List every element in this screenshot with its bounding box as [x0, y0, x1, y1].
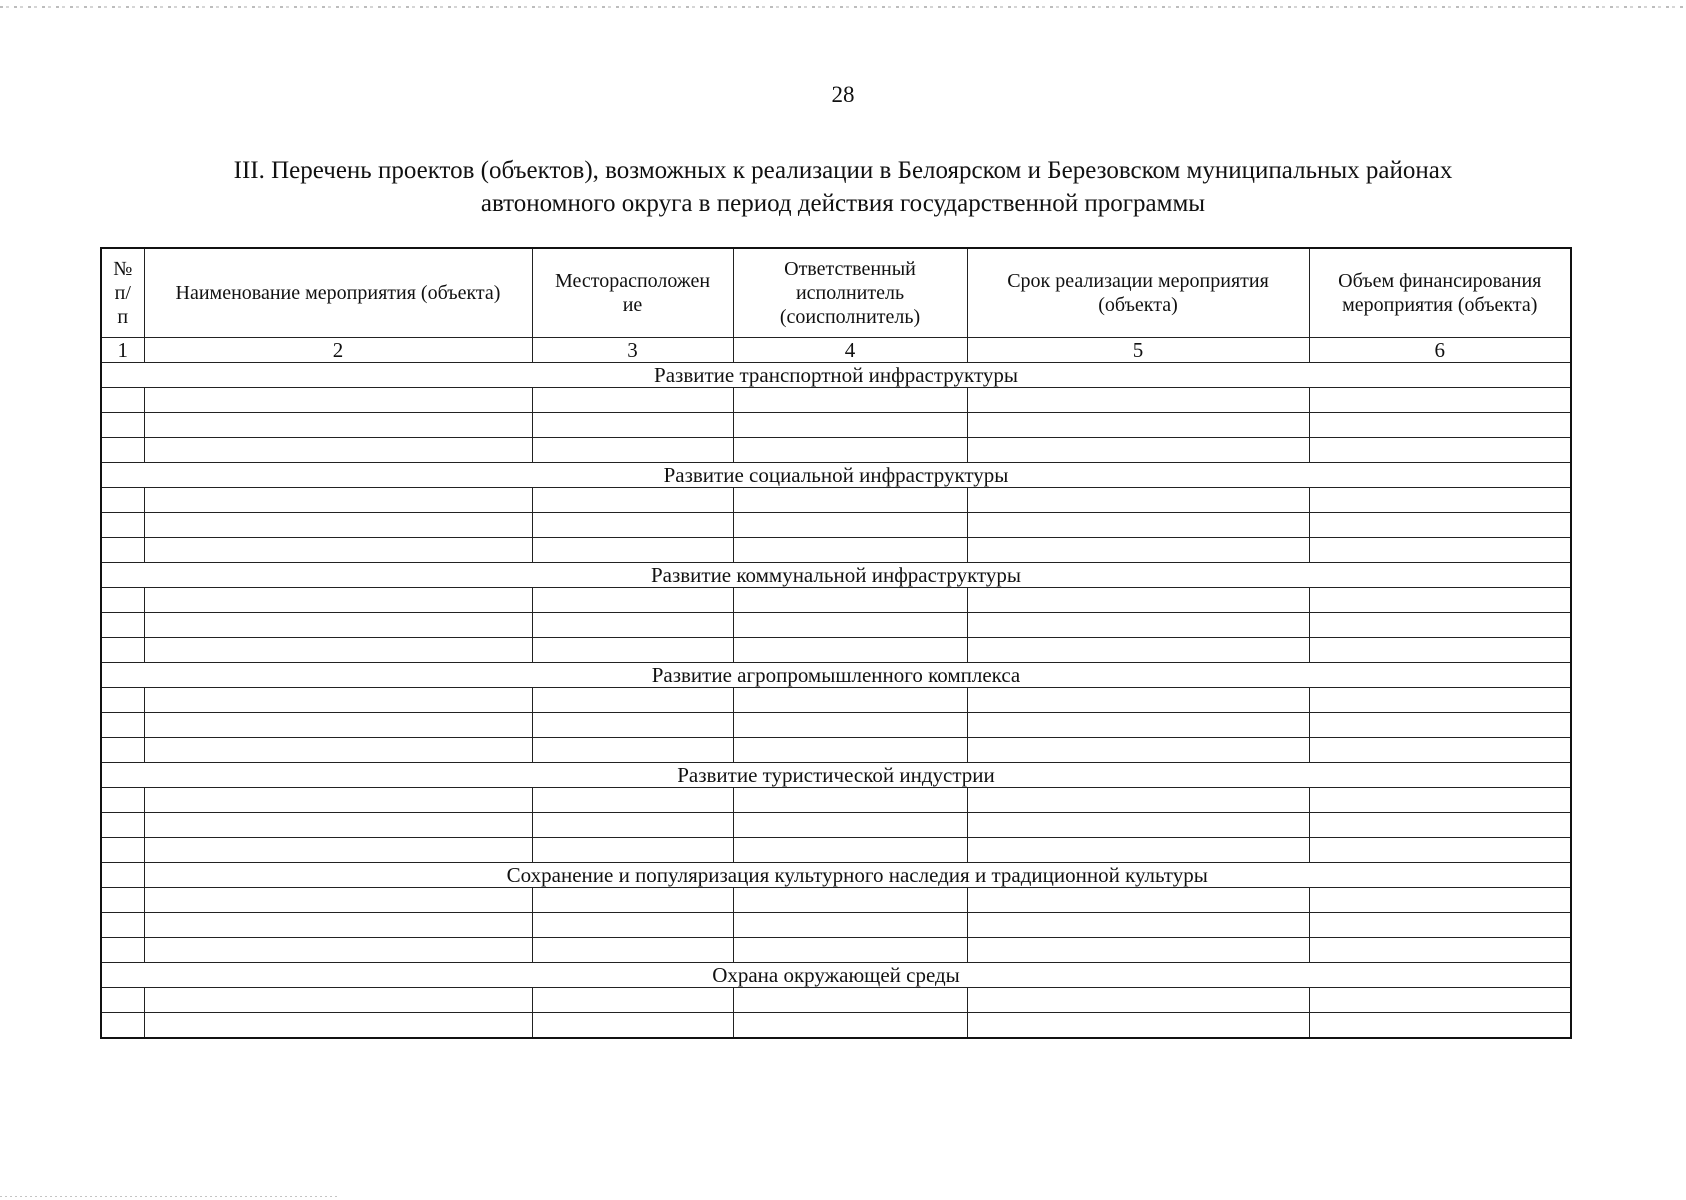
section-row [101, 363, 1571, 388]
empty-cell[interactable] [1309, 438, 1571, 463]
header-location-line-1: Месторасположен [554, 270, 711, 292]
table-row [101, 388, 1571, 413]
table-row [101, 988, 1571, 1013]
column-number: 5 [967, 338, 1309, 363]
empty-cell[interactable] [144, 1013, 532, 1039]
empty-cell[interactable] [532, 913, 733, 938]
section-title-social: Развитие социальной инфраструктуры [101, 463, 1571, 488]
empty-cell[interactable] [101, 513, 144, 538]
empty-cell[interactable] [967, 938, 1309, 963]
empty-cell[interactable] [101, 613, 144, 638]
empty-cell[interactable] [1309, 913, 1571, 938]
empty-cell[interactable] [733, 488, 967, 513]
empty-cell[interactable] [532, 688, 733, 713]
empty-cell[interactable] [967, 888, 1309, 913]
empty-cell[interactable] [733, 388, 967, 413]
empty-cell[interactable] [532, 488, 733, 513]
header-term [967, 248, 1309, 338]
empty-cell[interactable] [101, 688, 144, 713]
empty-cell[interactable] [967, 713, 1309, 738]
table-row [101, 638, 1571, 663]
empty-cell[interactable] [733, 588, 967, 613]
empty-cell[interactable] [144, 413, 532, 438]
empty-cell[interactable] [967, 813, 1309, 838]
empty-cell[interactable] [733, 713, 967, 738]
empty-cell[interactable] [101, 588, 144, 613]
table-row [101, 1013, 1571, 1039]
header-name: Наименование мероприятия (объекта) [144, 248, 532, 338]
empty-cell[interactable] [101, 838, 144, 863]
empty-cell[interactable] [967, 438, 1309, 463]
empty-cell[interactable] [967, 913, 1309, 938]
empty-cell[interactable] [144, 438, 532, 463]
table-row [101, 513, 1571, 538]
empty-cell[interactable] [144, 488, 532, 513]
section-row [101, 563, 1571, 588]
table-row [101, 538, 1571, 563]
title-line-1: III. Перечень проектов (объектов), возможных к реализации в Белоярском и Березовском муниципальных районах [233, 157, 1453, 184]
table-row [101, 613, 1571, 638]
table-row [101, 813, 1571, 838]
empty-cell[interactable] [101, 888, 144, 913]
table-row [101, 488, 1571, 513]
empty-cell[interactable] [1309, 613, 1571, 638]
empty-cell[interactable] [144, 988, 532, 1013]
empty-cell[interactable] [967, 613, 1309, 638]
empty-cell[interactable] [101, 913, 144, 938]
empty-cell[interactable] [532, 438, 733, 463]
column-number: 2 [144, 338, 532, 363]
empty-cell[interactable] [733, 638, 967, 663]
empty-cell[interactable] [967, 413, 1309, 438]
empty-cell[interactable] [967, 488, 1309, 513]
empty-cell[interactable] [967, 638, 1309, 663]
section-row [101, 463, 1571, 488]
empty-cell[interactable] [1309, 713, 1571, 738]
header-no-line-2: п/ [114, 282, 131, 304]
section-row [101, 763, 1571, 788]
empty-cell[interactable] [1309, 738, 1571, 763]
empty-cell[interactable] [144, 388, 532, 413]
empty-cell[interactable] [101, 938, 144, 963]
empty-cell[interactable] [144, 613, 532, 638]
empty-cell[interactable] [733, 888, 967, 913]
empty-cell[interactable] [532, 713, 733, 738]
empty-cell[interactable] [144, 588, 532, 613]
empty-cell[interactable] [144, 813, 532, 838]
empty-cell[interactable] [532, 938, 733, 963]
section-title-agro: Развитие агропромышленного комплекса [101, 663, 1571, 688]
empty-cell[interactable] [733, 788, 967, 813]
header-location-line-2: ие [622, 294, 643, 316]
empty-cell[interactable] [967, 538, 1309, 563]
table-row [101, 688, 1571, 713]
empty-cell[interactable] [1309, 538, 1571, 563]
empty-cell[interactable] [1309, 838, 1571, 863]
title-line-2: автономного округа в период действия государственной программы [480, 190, 1206, 217]
empty-cell[interactable] [967, 388, 1309, 413]
empty-cell[interactable] [967, 788, 1309, 813]
empty-cell[interactable] [532, 513, 733, 538]
section-row [101, 963, 1571, 988]
empty-cell[interactable] [101, 638, 144, 663]
header-responsible-line-2: исполнитель [795, 282, 905, 304]
empty-cell[interactable] [532, 413, 733, 438]
empty-cell[interactable] [733, 988, 967, 1013]
header-responsible-line-1: Ответственный [784, 258, 916, 280]
empty-cell[interactable] [967, 838, 1309, 863]
table-row [101, 838, 1571, 863]
page-number: 28 [831, 82, 855, 107]
table-row [101, 588, 1571, 613]
empty-cell[interactable] [144, 638, 532, 663]
empty-cell[interactable] [733, 913, 967, 938]
empty-cell[interactable] [532, 738, 733, 763]
empty-cell[interactable] [144, 738, 532, 763]
empty-cell[interactable] [144, 938, 532, 963]
empty-cell[interactable] [532, 388, 733, 413]
empty-cell[interactable] [1309, 1013, 1571, 1039]
empty-cell[interactable] [532, 888, 733, 913]
empty-cell[interactable] [101, 713, 144, 738]
header-no [101, 248, 144, 338]
empty-cell[interactable] [1309, 638, 1571, 663]
empty-cell[interactable] [733, 1013, 967, 1039]
header-no-line-3: п [117, 306, 129, 328]
empty-cell[interactable] [144, 513, 532, 538]
header-responsible [733, 248, 967, 338]
empty-cell[interactable] [733, 513, 967, 538]
header-term-line-1: Срок реализации мероприятия [1007, 270, 1269, 292]
table-row [101, 888, 1571, 913]
empty-cell[interactable] [1309, 513, 1571, 538]
empty-cell[interactable] [1309, 413, 1571, 438]
empty-cell[interactable] [144, 838, 532, 863]
projects-table [100, 247, 1572, 1039]
empty-cell[interactable] [967, 688, 1309, 713]
empty-cell[interactable] [733, 688, 967, 713]
empty-cell[interactable] [532, 588, 733, 613]
empty-cell[interactable] [101, 488, 144, 513]
column-number: 3 [532, 338, 733, 363]
empty-cell[interactable] [144, 538, 532, 563]
table-row [101, 438, 1571, 463]
column-number: 1 [101, 338, 144, 363]
empty-cell[interactable] [733, 738, 967, 763]
empty-cell[interactable] [733, 413, 967, 438]
empty-cell[interactable] [532, 813, 733, 838]
table-row [101, 788, 1571, 813]
section-title-culture: Сохранение и популяризация культурного наследия и традиционной культуры [144, 863, 1571, 888]
empty-cell[interactable] [733, 613, 967, 638]
empty-cell[interactable] [532, 988, 733, 1013]
empty-cell[interactable] [532, 638, 733, 663]
empty-cell[interactable] [733, 938, 967, 963]
empty-cell[interactable] [1309, 938, 1571, 963]
empty-cell[interactable] [532, 788, 733, 813]
section-title-tourism: Развитие туристической индустрии [101, 763, 1571, 788]
empty-cell[interactable] [1309, 388, 1571, 413]
empty-cell[interactable] [144, 688, 532, 713]
empty-cell[interactable] [144, 713, 532, 738]
empty-cell[interactable] [101, 988, 144, 1013]
empty-cell[interactable] [101, 1013, 144, 1039]
empty-cell[interactable] [101, 438, 144, 463]
empty-cell[interactable] [101, 788, 144, 813]
header-row [101, 248, 1571, 338]
empty-cell[interactable] [967, 588, 1309, 613]
header-term-line-2: (объекта) [1098, 294, 1178, 316]
empty-cell[interactable] [1309, 688, 1571, 713]
section-title-communal: Развитие коммунальной инфраструктуры [101, 563, 1571, 588]
table-row [101, 413, 1571, 438]
empty-cell[interactable] [101, 388, 144, 413]
empty-cell[interactable] [733, 438, 967, 463]
header-funding [1309, 248, 1571, 338]
empty-cell[interactable] [532, 538, 733, 563]
column-numbers-row [101, 338, 1571, 363]
empty-cell[interactable] [967, 738, 1309, 763]
empty-cell[interactable] [532, 838, 733, 863]
table-row [101, 913, 1571, 938]
empty-cell[interactable] [101, 413, 144, 438]
table-row [101, 738, 1571, 763]
scan-edge-bottom [0, 1196, 340, 1197]
column-number: 6 [1309, 338, 1571, 363]
header-no-line-1: № [113, 258, 133, 280]
empty-cell [101, 863, 144, 888]
empty-cell[interactable] [532, 1013, 733, 1039]
empty-cell[interactable] [144, 913, 532, 938]
empty-cell[interactable] [967, 988, 1309, 1013]
empty-cell[interactable] [1309, 888, 1571, 913]
empty-cell[interactable] [532, 613, 733, 638]
section-title-environment: Охрана окружающей среды [101, 963, 1571, 988]
empty-cell[interactable] [1309, 988, 1571, 1013]
empty-cell[interactable] [101, 813, 144, 838]
table-row [101, 938, 1571, 963]
empty-cell[interactable] [144, 788, 532, 813]
empty-cell[interactable] [1309, 588, 1571, 613]
table-row [101, 713, 1571, 738]
header-responsible-line-3: (соисполнитель) [779, 306, 921, 328]
empty-cell[interactable] [967, 513, 1309, 538]
empty-cell[interactable] [733, 538, 967, 563]
section-row [101, 663, 1571, 688]
empty-cell[interactable] [1309, 488, 1571, 513]
section-title-transport: Развитие транспортной инфраструктуры [101, 363, 1571, 388]
header-location [532, 248, 733, 338]
column-number: 4 [733, 338, 967, 363]
empty-cell[interactable] [733, 838, 967, 863]
empty-cell[interactable] [1309, 813, 1571, 838]
header-funding-line-2: мероприятия (объекта) [1342, 294, 1538, 316]
empty-cell[interactable] [1309, 788, 1571, 813]
scan-edge-top [0, 6, 1686, 8]
empty-cell[interactable] [144, 888, 532, 913]
empty-cell[interactable] [967, 1013, 1309, 1039]
empty-cell[interactable] [101, 738, 144, 763]
empty-cell[interactable] [733, 813, 967, 838]
empty-cell[interactable] [101, 538, 144, 563]
document-title [100, 154, 1586, 220]
header-funding-line-1: Объем финансирования [1338, 270, 1542, 292]
section-row [101, 863, 1571, 888]
